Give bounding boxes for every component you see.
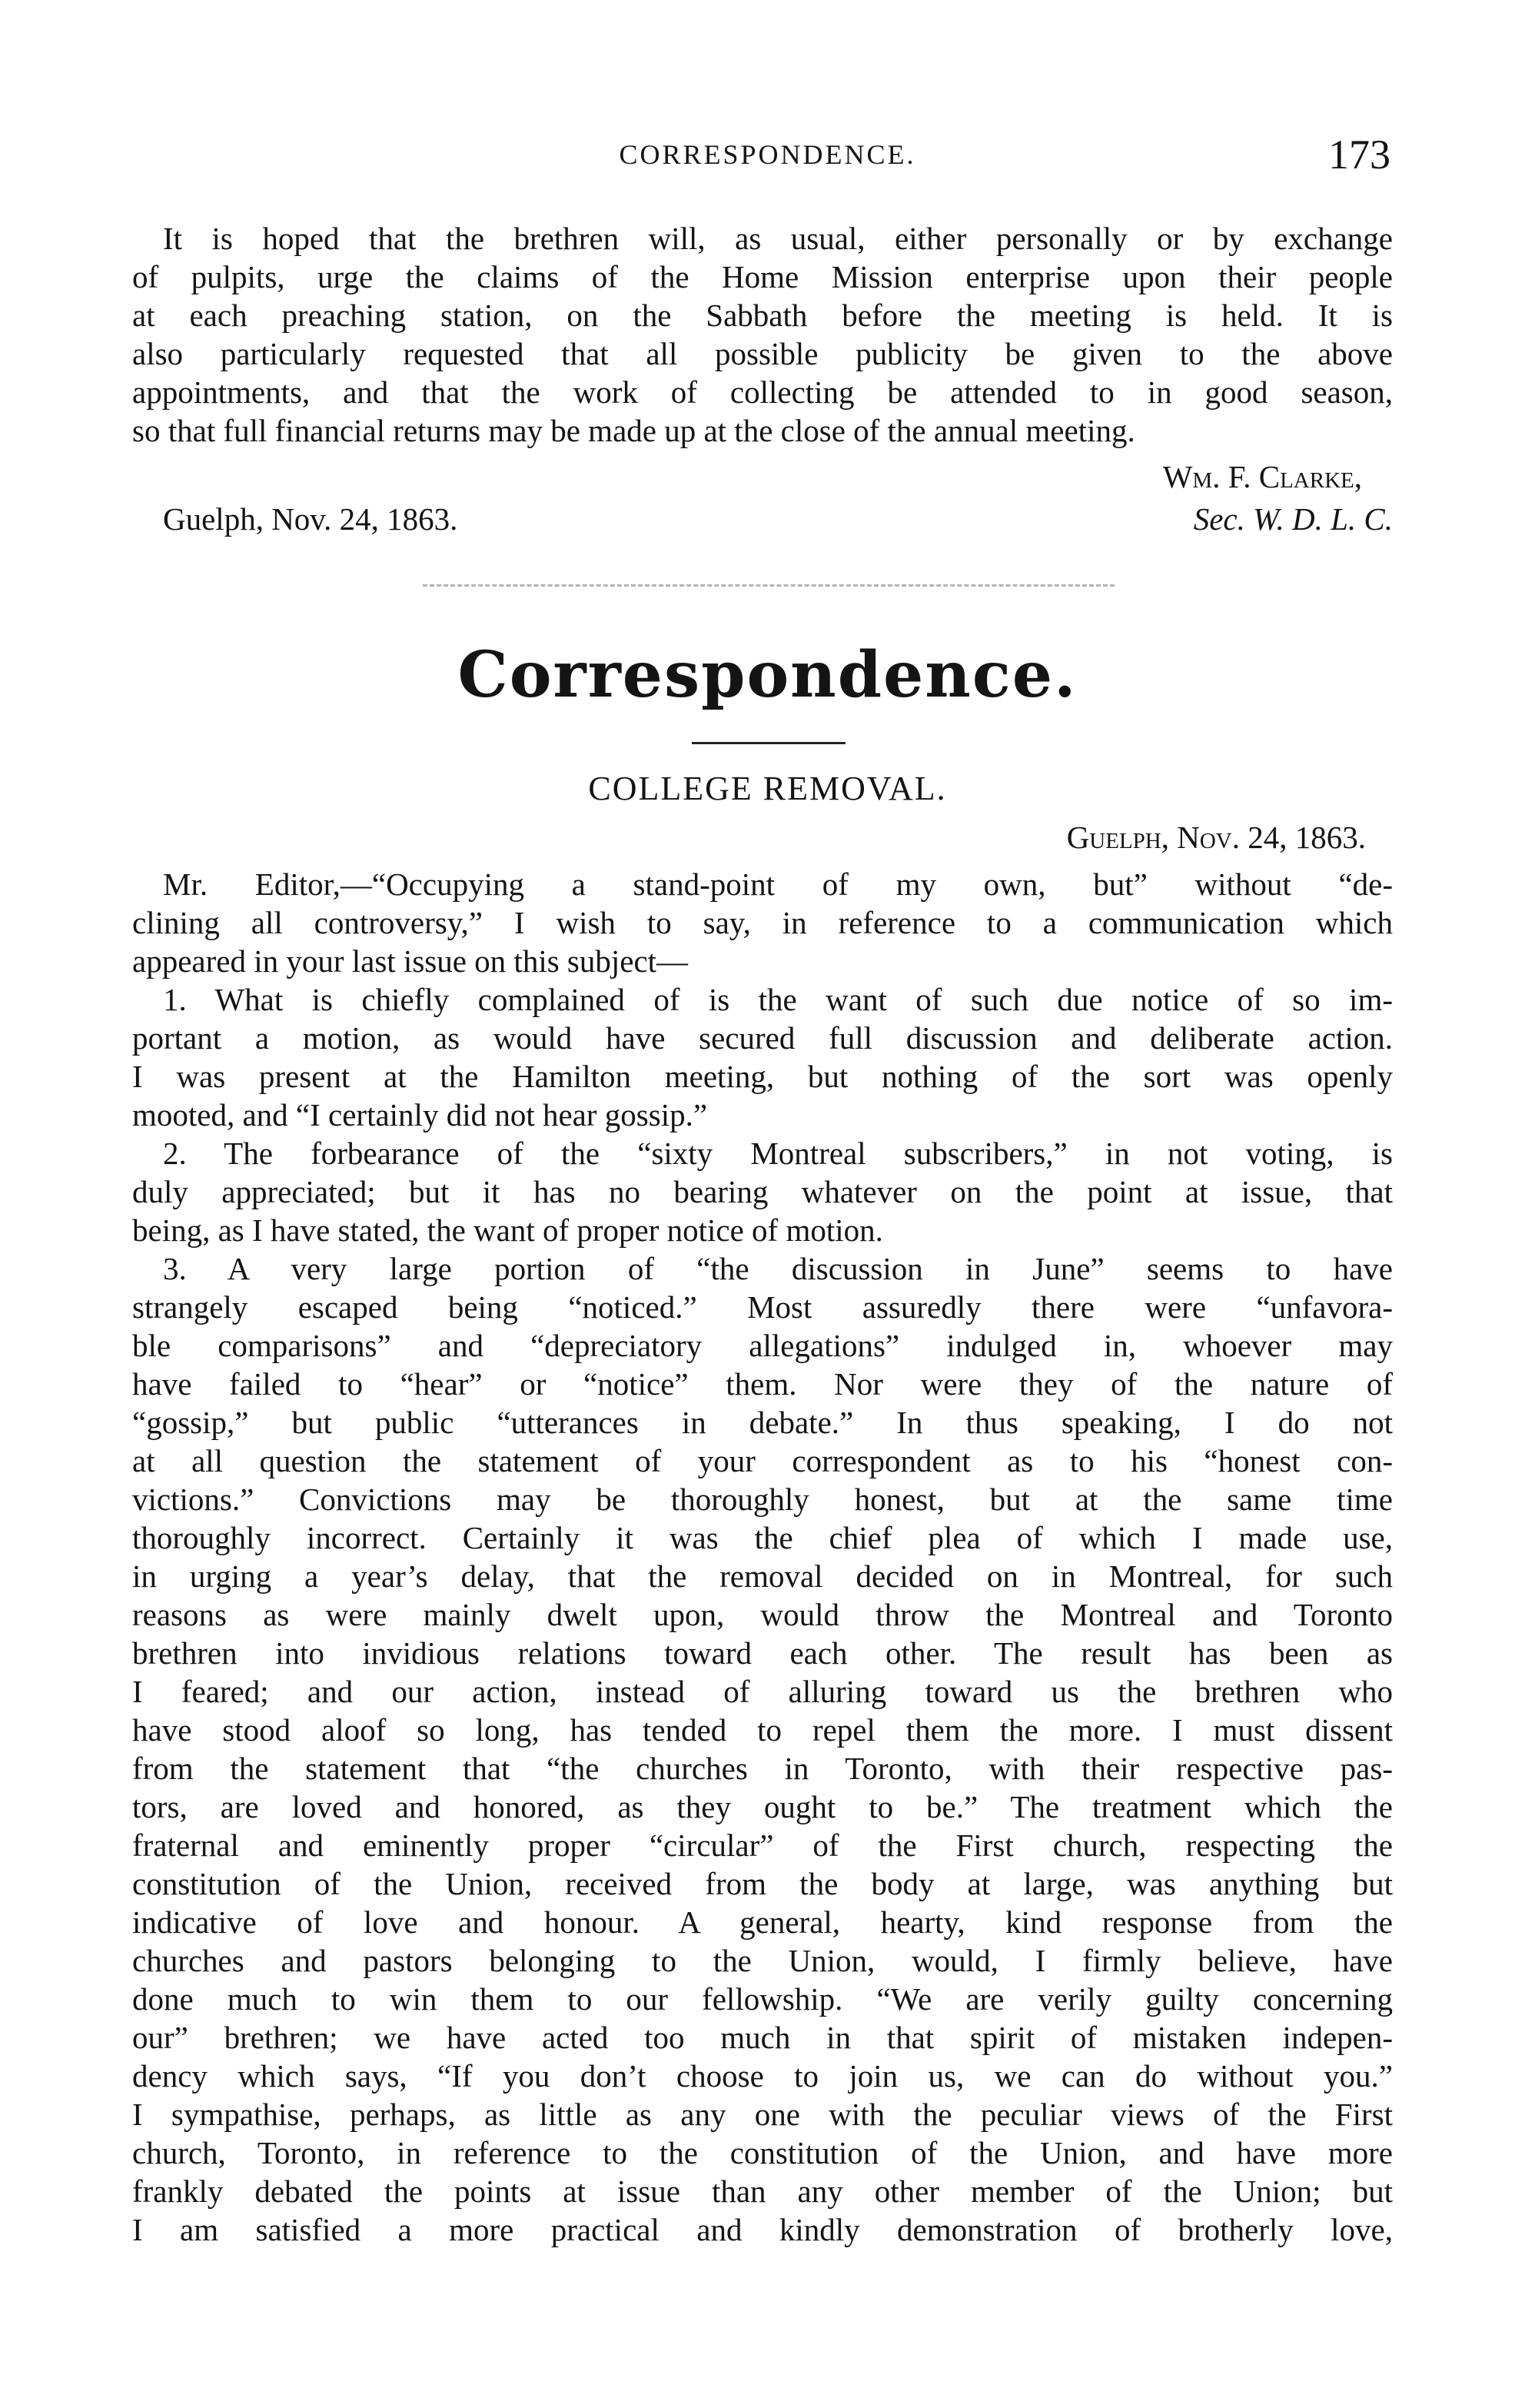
notice-line: so that full financial returns may be made up at the close of the annual meeting. bbox=[132, 413, 1135, 448]
notice-line: appointments, and that the work of collecting be attended to in good season, bbox=[132, 374, 1393, 410]
notice-line: of pulpits, urge the claims of the Home Mission enterprise upon their people bbox=[132, 259, 1393, 294]
article-line: I feared; and our action, instead of alluring toward us the brethren who bbox=[132, 1674, 1393, 1709]
section-heading: Correspondence. bbox=[457, 638, 1078, 712]
article-line: constitution of the Union, received from the body at large, was anything but bbox=[132, 1866, 1393, 1901]
article-line: clining all controversy,” I wish to say, in reference to a communication which bbox=[132, 905, 1393, 940]
article-line: 1. What is chiefly complained of is the want of such due notice of so im- bbox=[163, 982, 1393, 1017]
article-dateline: Guelph, Nov. 24, 1863. bbox=[1066, 820, 1366, 855]
article-line: our” brethren; we have acted too much in that spirit of mistaken indepen- bbox=[132, 2020, 1393, 2055]
article-line: 3. A very large portion of “the discussion in June” seems to have bbox=[163, 1251, 1393, 1286]
page-number: 173 bbox=[1328, 131, 1390, 178]
article-line: churches and pastors belonging to the Union, would, I firmly believe, have bbox=[132, 1943, 1393, 1978]
article-line: at all question the statement of your correspondent as to his “honest con- bbox=[132, 1443, 1393, 1478]
article-line: Mr. Editor,—“Occupying a stand-point of my own, but” without “de- bbox=[163, 866, 1393, 902]
article-line: have failed to “hear” or “notice” them. Nor were they of the nature of bbox=[132, 1366, 1393, 1402]
article-line: done much to win them to our fellowship. “We are verily guilty concerning bbox=[132, 1981, 1393, 2017]
signature-name: Wm. F. Clarke, bbox=[1162, 459, 1362, 494]
article-title: COLLEGE REMOVAL. bbox=[588, 770, 947, 807]
notice-line: also particularly requested that all possible publicity be given to the above bbox=[132, 336, 1393, 371]
home-mission-notice bbox=[132, 219, 1393, 450]
article-line: have stood aloof so long, has tended to repel them the more. I must dissent bbox=[132, 1712, 1393, 1748]
article-line: frankly debated the points at issue than any other member of the Union; but bbox=[132, 2174, 1393, 2209]
notice-line: at each preaching station, on the Sabbath before the meeting is held. It is bbox=[132, 298, 1393, 333]
article-line: thoroughly incorrect. Certainly it was the chief plea of which I made use, bbox=[132, 1520, 1393, 1555]
heading-rule bbox=[692, 742, 846, 744]
article-line: 2. The forbearance of the “sixty Montreal subscribers,” in not voting, is bbox=[163, 1136, 1393, 1171]
article-line: I sympathise, perhaps, as little as any one with the peculiar views of the First bbox=[132, 2097, 1393, 2132]
article-line: church, Toronto, in reference to the constitution of the Union, and have more bbox=[132, 2135, 1393, 2170]
signature-name-row bbox=[132, 457, 1393, 496]
notice-line: It is hoped that the brethren will, as usual, either personally or by exchange bbox=[163, 221, 1393, 256]
article-line: dency which says, “If you don’t choose to join us, we can do without you.” bbox=[132, 2058, 1393, 2094]
article-line: victions.” Convictions may be thoroughly honest, but at the same time bbox=[132, 1482, 1393, 1517]
article-line: duly appreciated; but it has no bearing whatever on the point at issue, that bbox=[132, 1174, 1393, 1209]
article-line: I am satisfied a more practical and kindly demonstration of brotherly love, bbox=[132, 2212, 1393, 2247]
article-line: appeared in your last issue on this subject— bbox=[132, 943, 689, 979]
article-line: indicative of love and honour. A general, hearty, kind response from the bbox=[132, 1904, 1393, 1940]
article-line: strangely escaped being “noticed.” Most assuredly there were “unfavora- bbox=[132, 1289, 1393, 1325]
separator-dashes bbox=[423, 584, 1115, 602]
article-line: tors, are loved and honored, as they ought to be.” The treatment which the bbox=[132, 1789, 1393, 1824]
article-line: “gossip,” but public “utterances in debate.” In thus speaking, I do not bbox=[132, 1405, 1393, 1440]
article-line: brethren into invidious relations toward each other. The result has been as bbox=[132, 1635, 1393, 1671]
article-line: mooted, and “I certainly did not hear gossip.” bbox=[132, 1097, 708, 1132]
signature-place-date: Guelph, Nov. 24, 1863. bbox=[163, 501, 458, 537]
article-line: ble comparisons” and “depreciatory allegations” indulged in, whoever may bbox=[132, 1328, 1393, 1363]
signature-place-row bbox=[132, 500, 1393, 538]
article-line: reasons as were mainly dwelt upon, would throw the Montreal and Toronto bbox=[132, 1597, 1393, 1632]
article-line: portant a motion, as would have secured full discussion and deliberate action. bbox=[132, 1020, 1393, 1056]
article-body bbox=[132, 865, 1393, 2249]
article-line: in urging a year’s delay, that the removal decided on in Montreal, for such bbox=[132, 1558, 1393, 1594]
article-line: I was present at the Hamilton meeting, but nothing of the sort was openly bbox=[132, 1059, 1393, 1094]
article-line: being, as I have stated, the want of proper notice of motion. bbox=[132, 1212, 883, 1248]
article-line: fraternal and eminently proper “circular” of the First church, respecting the bbox=[132, 1828, 1393, 1863]
article-line: from the statement that “the churches in Toronto, with their respective pas- bbox=[132, 1751, 1393, 1786]
signature-title: Sec. W. D. L. C. bbox=[1193, 501, 1393, 537]
running-head bbox=[0, 131, 1535, 185]
running-title: CORRESPONDENCE. bbox=[619, 139, 916, 170]
